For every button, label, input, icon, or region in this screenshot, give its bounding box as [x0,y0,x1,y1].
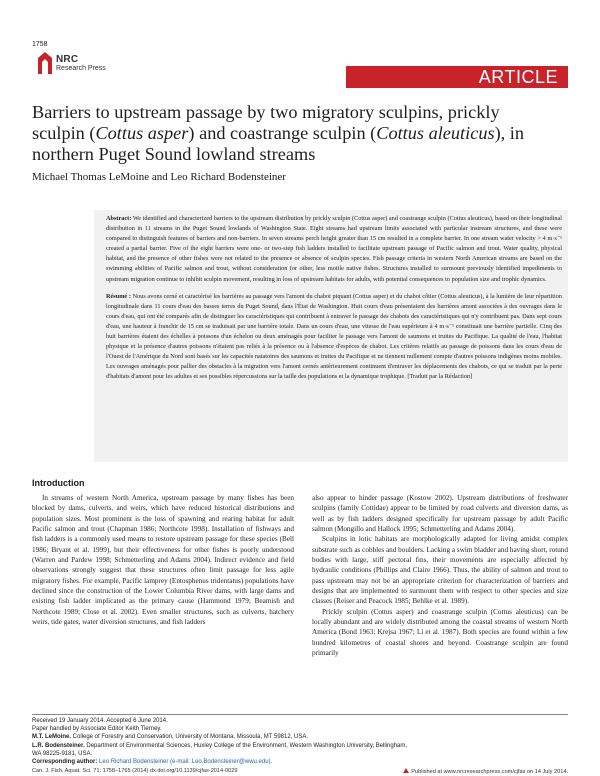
article-label: ARTICLE [478,67,558,87]
logo-line-1: NRC [56,54,79,65]
nrc-logo[interactable] [38,52,108,82]
body-column-right [312,493,568,659]
article-banner [346,66,568,88]
corresponding-author [32,758,568,766]
nrc-triangle-icon [403,768,409,773]
abstract-english [106,214,562,285]
title-part-3: ), in northern Puget Sound lowland streams [32,123,525,164]
citation-line[interactable]: Can. J. Fish. Aquat. Sci. 71: 1758–1765 (2014) dx.doi.org/10.1139/cjfas-2014-0029 [32,768,238,774]
abstract-label: Abstract: [106,215,132,222]
intro-paragraph-1: In streams of western North America, upstream passage by many fishes has been blocked by dams, culverts, and weirs, which have reduced historical distributions and population sizes. Most prominent is the loss of spawning and rearing habitat for adult Pacific salmon and trout (Chapman 1986; Northcote 1998). Installation of fishways and fish ladders is a commonly used means to restore upstream passage for these species (Bell 1986; Bryant et al. 1999), but their effectiveness for other fishes is poorly understood (Warren and Pardew 1998; Schmetterling and Adams 2004). Indirect evidence and field observations strongly suggest that these structures often limit passage for less agile migratory fishes. For example, Pacific lamprey (Entosphenus tridentatus) populations have declined since the construction of the Lower Columbia River dams, with large dams and existing fish ladder implicated as the primary cause (Hammond 1979; Beamish and Northcote 1989; Close et al. 2002). Even smaller structures, such as culverts, hatchery weirs, tide gates, water diversion structures, and fish ladders [32,494,294,627]
logo-line-2: Research Press [56,65,106,72]
corresponding-email-link[interactable]: Leo Richard Bodensteiner (e-mail: Leo.Bodensteiner@wwu.edu). [99,759,273,766]
corresponding-label: Corresponding author: [32,759,98,766]
paper-title [32,102,552,165]
title-species-2: Cottus aleuticus [376,123,495,143]
affiliation-2 [32,742,568,750]
resume-label: Résumé : [106,292,131,300]
received-date: Received 19 January 2014. Accepted 6 June 2014. [32,718,168,724]
page-number: 1758 [32,41,48,48]
affiliation-2-cont: WA 98225-9181, USA. [32,750,93,757]
handling-editor: Paper handled by Associate Editor Keith Tierney. [32,726,162,733]
affiliation-2-name: L.R. Bodensteiner. [32,742,85,749]
title-part-1: Barriers to upstream passage by two migratory sculpins, prickly sculpin ( [32,102,500,143]
affiliation-1 [32,733,568,741]
footnotes [32,717,568,766]
footnote-divider [32,714,568,715]
abstract-french [106,292,562,383]
author-list: Michael Thomas LeMoine and Leo Richard Bodensteiner [32,171,286,183]
resume-text: Nous avons cerné et caractérisé les barrières au passage vers l'amont du chabot piquant (Cottus asper) et du chabot côtier (Cottus aleuticus), à la lumière de leur répartition longitudinale dans 11 cours d'eau des basses terres du Puget Sound, dans l'État de Washington. Huit cours d'eau présentaient des barrières amont associées à des ouvrages dans le cours d'eau, qui ont été comparés afin de distinguer les caractéristiques qui contribuent à entraver le passage des chabots des caractéristiques qui n'y contribuent pas. Dans sept cours d'eau, une hauteur à franchir de 15 cm se traduisait par une barrière totale. Dans un cours d'eau, une vitesse de l'eau supérieure à 4 m·s⁻¹ constituait une barrière partielle. Cinq des huit barrières étaient des échelles à poissons d'un échelon ou deux aménagés pour faciliter le passage vers l'amont de saumons et truites du Pacifique. La qualité de l'eau, l'habitat physique et la présence d'autres poissons n'étaient pas reliés à la présence ou à l'absence d'espèces de chabot. Les critères relatifs au passage de poissons dans les cours d'eau de l'Ouest de l'Amérique du Nord sont basés sur les capacités natatoires des saumons et truites du Pacifique et ne tiennent nullement compte d'autres poissons indigènes moins mobiles. Les ouvrages aménagés pour pallier des obstacles à la migration vers l'amont cernés antérieurement continuent d'entraver les déplacements des chabots, ce qui se traduit par la perte d'habitats d'amont pour les adultes et ses possibles répercussions sur la taille des populations et la dynamique trophique. [Traduit par la Rédaction] [106,292,563,381]
affiliation-1-name: M.T. LeMoine. [32,734,71,741]
affiliation-1-text: College of Forestry and Conservation, University of Montana, Missoula, MT 59812, USA. [72,734,309,741]
introduction-heading: Introduction [32,478,85,488]
affiliation-2-text: Department of Environmental Sciences, Huxley College of the Environment, Western Washington University, Bellingham, [86,742,408,749]
abstract-text: We identified and characterized barriers to the upstream distribution by prickly sculpin (Cottus asper) and coastrange sculpin (Cottus aleuticus), based on their longitudinal distribution in 11 streams in the Puget Sound lowlands of Washington State. Eight streams had upstream limits associated with particular instream structures, and these were compared to distinguish features of barriers and non-barriers. In seven streams perch height greater than 15 cm resulted in a complete barrier. In one stream water velocity > 4 m·s⁻¹ created a partial barrier. Five of the eight barriers were one- or two-step fish ladders installed to facilitate upstream passage of Pacific salmon and trout. Water quality, physical habitat, and the presence of other fishes were not related to the presence or absence of sculpin species. Fish passage criteria in western North American streams are based on the swimming abilities of Pacific salmon and trout, without consideration for other, less motile native fishes. Structures installed to surmount previously identified impediments to upstream migration continue to inhibit sculpin movement, resulting in loss of upstream habitats for adults, with potential consequences to population size and trophic dynamics. [106,215,563,283]
title-part-2: ) and coastrange sculpin ( [188,123,377,143]
intro-paragraph-3: Prickly sculpin (Cottus asper) and coastrange sculpin (Cottus aleuticus) can be locally abundant and are widely distributed among the coastal streams of western North America (Bond 1963; Krejsa 1967; Li et al. 1987). Both species are found within a few hundred kilometres of coastal shores and beyond. Coastrange sculpin are found primarily [312,607,568,658]
intro-paragraph-2: Sculpins in lotic habitats are morphologically adapted for living amidst complex substrate such as cobbles and boulders. Lacking a swim bladder and having short, rotund bodies with large, stiff pectoral fins, their movements are especially affected by hydraulic conditions (Phillips and Claire 1966). Thus, the ability of salmon and trout to pass upstream may not be an appropriate criterion for characterization of barriers and designs that are implemented to surmount them with respect to other species and size classes (Reiser and Peacock 1985; Behlke et al. 1989). [312,535,568,606]
intro-paragraph-1-continued: also appear to hinder passage (Kostow 2002). Upstream distributions of freshwater sculpins (family Cottidae) appear to be limited by road culverts and diversion dams, as well as by fish ladders designed specifically for upstream passage by adult Pacific salmon (Mongillo and Hallock 1995; Schmetterling and Adams 2004). [312,494,568,534]
nrc-logo-icon [38,52,52,74]
published-text: Published at www.nrcresearchpress.com/cjfas on 14 July 2014. [411,769,568,775]
body-column-left [32,493,294,627]
title-species-1: Cottus asper [95,123,189,143]
published-line[interactable] [403,768,568,775]
page-footer [32,768,568,776]
abstract-section [106,214,562,390]
